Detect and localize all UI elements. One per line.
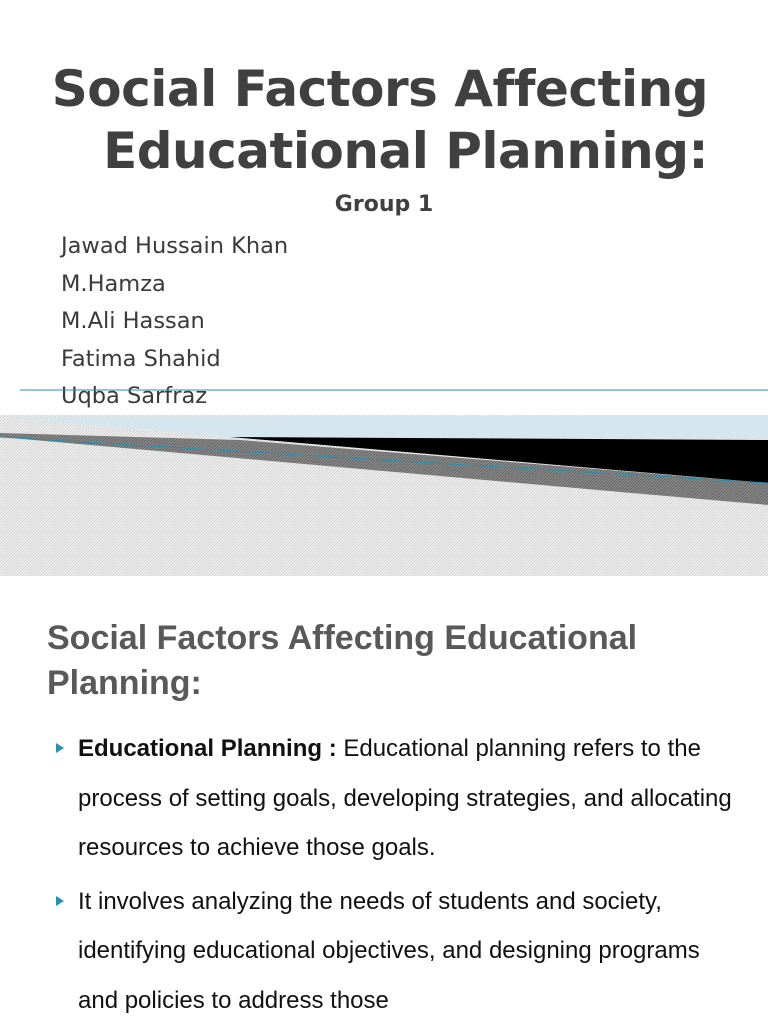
slide-heading: Social Factors Affecting Educational Planning:	[47, 619, 638, 702]
member-name: M.Ali Hassan	[61, 308, 205, 334]
member-name: Fatima Shahid	[61, 345, 221, 372]
member-name: Jawad Hussain Khan	[61, 233, 289, 259]
bullet-list	[56, 724, 736, 1024]
member-name: M.Hamza	[61, 270, 166, 297]
bullet-item	[56, 724, 736, 873]
bullet-arrow-icon	[56, 896, 64, 906]
bullet-term: Educational Planning :	[78, 735, 337, 762]
bullet-text: It involves analyzing the needs of students and society, identifying educational objectives, and designing programs and policies to address those	[78, 887, 700, 1014]
content-slide	[0, 580, 768, 1024]
slide-title	[28, 58, 708, 182]
group-label: Group 1	[334, 192, 434, 217]
member-name: Uqba Sarfraz	[61, 383, 208, 409]
decorative-band	[0, 385, 768, 576]
bullet-item	[56, 877, 736, 1024]
slide-title-line: Educational Planning:	[103, 122, 708, 180]
bullet-arrow-icon	[56, 743, 64, 753]
slide-title-line: Social Factors Affecting	[51, 60, 708, 118]
bullet-text: Educational planning refers to the process of setting goals, developing strategies, and allocating resources to achieve those goals.	[78, 735, 732, 861]
